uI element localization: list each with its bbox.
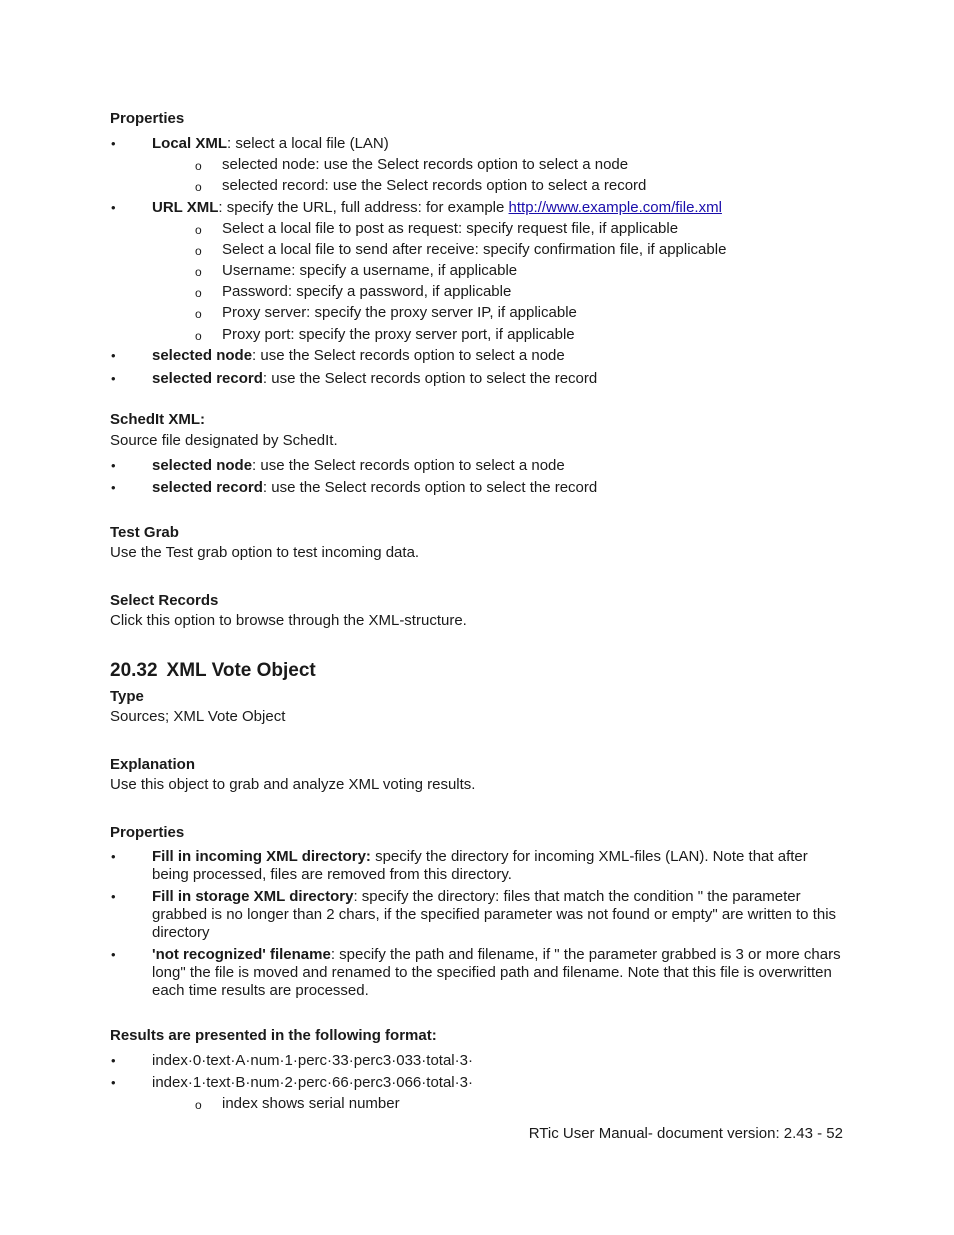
item-label: Fill in incoming XML directory: (152, 848, 371, 865)
select-records-heading: Select Records (110, 592, 219, 609)
sub-bullet-marker: o (195, 1098, 202, 1112)
result-line: index·1·text·B·num·2·perc·66·perc3·066·total·3· (152, 1074, 473, 1091)
sub-list-item: Select a local file to post as request: specify request file, if applicable (222, 220, 679, 237)
item-label: Local XML (152, 135, 228, 152)
schedit-heading: SchedIt XML: (110, 411, 206, 428)
sub-bullet-marker: o (195, 244, 202, 258)
bullet-marker: • (111, 136, 116, 151)
sub-bullet-marker: o (195, 180, 202, 194)
sub-bullet-marker: o (195, 265, 202, 279)
schedit-description: Source file designated by SchedIt. (110, 432, 338, 449)
item-text: : specify the path and filename, if " the parameter grabbed is 3 or more chars long" the file is moved and renamed to the specified path and filename. Note that this file is overwritten each time results are processed. (152, 946, 841, 999)
item-label: 'not recognized' filename (152, 946, 331, 963)
sub-list-item: selected record: use the Select records option to select a record (222, 177, 647, 194)
item-text: specify the directory for incoming XML-files (LAN). Note that after being processed, files are removed from this directory. (152, 848, 808, 883)
type-heading: Type (110, 688, 144, 705)
bullet-marker: • (111, 947, 116, 962)
page-footer: RTic User Manual- document version: 2.43 - 52 (528, 1125, 843, 1142)
list-item-selected-node (152, 457, 565, 475)
sub-bullet-marker: o (195, 223, 202, 237)
sub-bullet-marker: o (195, 329, 202, 343)
list-item-not-recognized (152, 946, 842, 1000)
test-grab-heading: Test Grab (110, 524, 179, 541)
item-label: selected record (152, 370, 263, 387)
bullet-marker: • (111, 200, 116, 215)
sub-bullet-marker: o (195, 286, 202, 300)
bullet-marker: • (111, 1075, 116, 1090)
explanation-heading: Explanation (110, 756, 196, 773)
item-label: Fill in storage XML directory (152, 888, 354, 905)
list-item-selected-record (152, 479, 597, 497)
bullet-marker: • (111, 889, 116, 904)
item-text: : select a local file (LAN) (227, 135, 389, 152)
list-item-local-xml (152, 135, 389, 153)
sub-list-item: Username: specify a username, if applicable (222, 262, 518, 279)
properties-heading: Properties (110, 824, 185, 841)
section-title (110, 660, 316, 682)
item-text: : use the Select records option to select the record (262, 370, 598, 387)
item-text: : specify the directory: files that match the condition " the parameter grabbed is no longer than 2 chars, if the specified parameter was not found or empty" are written to this directory (152, 888, 837, 941)
sub-bullet-marker: o (195, 307, 202, 321)
sub-list-item: selected node: use the Select records option to select a node (222, 156, 629, 173)
bullet-marker: • (111, 1053, 116, 1068)
list-item-incoming-dir (152, 848, 842, 884)
section-number: 20.32 (110, 660, 158, 681)
sub-list-item: Proxy server: specify the proxy server IP, if applicable (222, 304, 577, 321)
list-item-url-xml (152, 199, 722, 217)
list-item-storage-dir (152, 888, 842, 942)
bullet-marker: • (111, 849, 116, 864)
item-text: : use the Select records option to select a node (252, 347, 565, 364)
bullet-marker: • (111, 458, 116, 473)
properties-heading: Properties (110, 110, 185, 127)
sub-list-item: Select a local file to send after receive: specify confirmation file, if applicable (222, 241, 727, 258)
sub-list-item: Proxy port: specify the proxy server port, if applicable (222, 326, 575, 343)
list-item-selected-record (152, 370, 597, 388)
results-heading: Results are presented in the following format: (110, 1027, 437, 1044)
type-value: Sources; XML Vote Object (110, 708, 286, 725)
test-grab-description: Use the Test grab option to test incoming data. (110, 544, 420, 561)
item-text: : use the Select records option to select a node (252, 457, 565, 474)
sub-list-item: index shows serial number (222, 1095, 400, 1112)
item-text: : specify the URL, full address: for example (218, 199, 509, 216)
example-url-link[interactable]: http://www.example.com/file.xml (508, 199, 722, 216)
select-records-description: Click this option to browse through the XML-structure. (110, 612, 467, 629)
item-label: selected node (152, 457, 253, 474)
item-label: selected record (152, 479, 263, 496)
bullet-marker: • (111, 480, 116, 495)
sub-bullet-marker: o (195, 159, 202, 173)
sub-list-item: Password: specify a password, if applicable (222, 283, 512, 300)
item-label: URL XML (152, 199, 219, 216)
result-line: index·0·text·A·num·1·perc·33·perc3·033·total·3· (152, 1052, 473, 1069)
explanation-value: Use this object to grab and analyze XML voting results. (110, 776, 476, 793)
item-text: : use the Select records option to select the record (262, 479, 598, 496)
section-title-text: XML Vote Object (166, 660, 316, 681)
list-item-selected-node (152, 347, 565, 365)
bullet-marker: • (111, 348, 116, 363)
item-label: selected node (152, 347, 253, 364)
bullet-marker: • (111, 371, 116, 386)
